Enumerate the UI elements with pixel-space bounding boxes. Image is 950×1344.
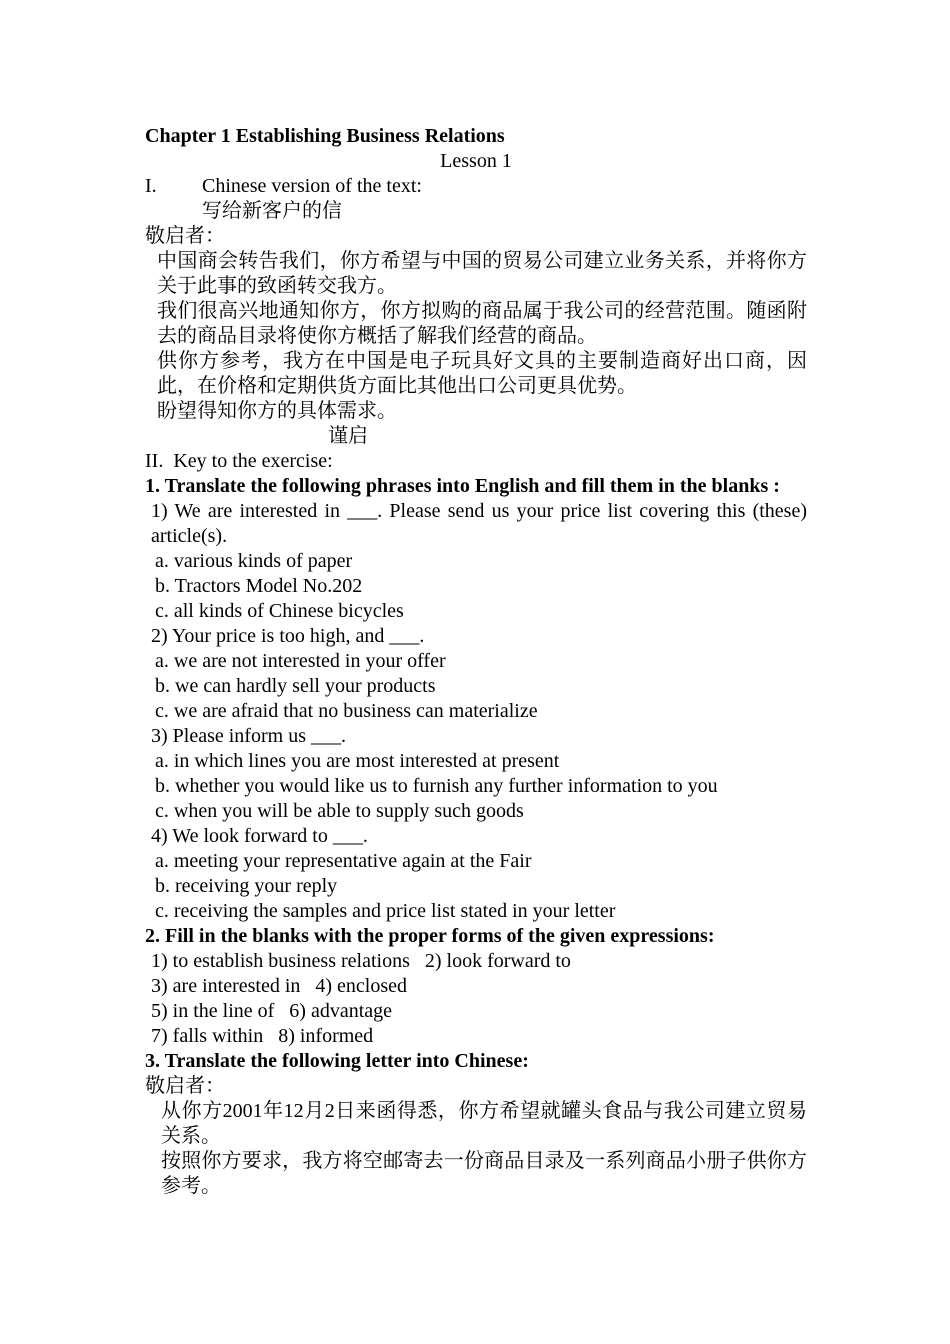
section-1-heading [145,174,807,199]
exercise-1-q4-option-a: a. meeting your representative again at the Fair [155,850,532,872]
exercise-1-q1-option-c: c. all kinds of Chinese bicycles [155,600,404,622]
letter-paragraph-2: 我们很高兴地通知你方，你方拟购的商品属于我公司的经营范围。随函附去的商品目录将使你方概括了解我们经营的商品。 [157,300,807,347]
section-1-number: I. [145,175,157,197]
exercise-1-question-2: 2) Your price is too high, and ___. [151,625,425,647]
letter-salutation: 敬启者： [145,225,225,247]
letter-paragraph-1: 中国商会转告我们，你方希望与中国的贸易公司建立业务关系，并将你方关于此事的致函转交我方。 [157,250,807,297]
exercise-1-question-4: 4) We look forward to ___. [151,825,368,847]
exercise-2-title: 2. Fill in the blanks with the proper forms of the given expressions: [145,925,715,947]
letter-paragraph-3: 供你方参考，我方在中国是电子玩具好文具的主要制造商好出口商，因此，在价格和定期供货方面比其他出口公司更具优势。 [157,350,807,397]
exercise-2-answer-line-1: 1) to establish business relations 2) look forward to [151,950,571,972]
section-1-heading-text: Chinese version of the text: [202,175,422,197]
exercise-2-answer-line-4: 7) falls within 8) informed [151,1025,374,1047]
exercise-2-answer-line-2: 3) are interested in 4) enclosed [151,975,408,997]
exercise-1-question-3: 3) Please inform us ___. [151,725,346,747]
exercise-1-q1-option-b: b. Tractors Model No.202 [155,575,363,597]
exercise-1-q2-option-b: b. we can hardly sell your products [155,675,436,697]
exercise-1-q4-option-b: b. receiving your reply [155,875,338,897]
exercise-1-q3-option-a: a. in which lines you are most interested at present [155,750,560,772]
exercise-1-q3-option-b: b. whether you would like us to furnish any further information to you [155,775,718,797]
letter-closing: 谨启 [328,425,368,447]
exercise-1-question-1: 1) We are interested in ___. Please send us your price list covering this (these) article(s). [151,500,807,547]
exercise-1-q1-option-a: a. various kinds of paper [155,550,353,572]
exercise-3-paragraph-1: 从你方2001年12月2日来函得悉，你方希望就罐头食品与我公司建立贸易关系。 [161,1100,807,1147]
lesson-title: Lesson 1 [440,150,512,172]
section-2-heading: II. Key to the exercise: [145,450,333,472]
letter-paragraph-4: 盼望得知你方的具体需求。 [157,400,397,422]
exercise-1-q2-option-c: c. we are afraid that no business can materialize [155,700,538,722]
document-page [145,124,807,1199]
chapter-title: Chapter 1 Establishing Business Relations [145,125,505,147]
exercise-3-salutation: 敬启者： [145,1075,225,1097]
exercise-2-answer-line-3: 5) in the line of 6) advantage [151,1000,393,1022]
exercise-3-title: 3. Translate the following letter into Chinese: [145,1050,529,1072]
exercise-1-title: 1. Translate the following phrases into English and fill them in the blanks : [145,475,780,497]
exercise-3-paragraph-2: 按照你方要求，我方将空邮寄去一份商品目录及一系列商品小册子供你方参考。 [161,1150,807,1197]
exercise-1-q2-option-a: a. we are not interested in your offer [155,650,446,672]
exercise-1-q4-option-c: c. receiving the samples and price list stated in your letter [155,900,616,922]
exercise-1-q3-option-c: c. when you will be able to supply such goods [155,800,524,822]
letter-title: 写给新客户的信 [202,200,342,222]
